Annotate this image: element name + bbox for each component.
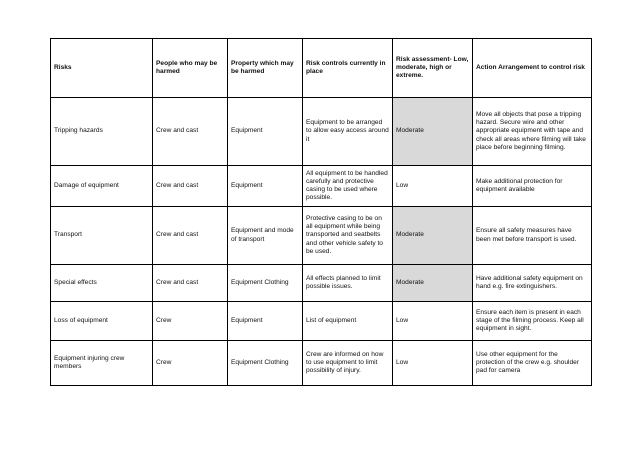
cell-risk: Special effects bbox=[51, 265, 153, 302]
cell-risk: Loss of equipment bbox=[51, 302, 153, 341]
table-header-row bbox=[51, 39, 592, 98]
header-property-harmed: Property which may be harmed bbox=[228, 39, 303, 98]
cell-assessment: Moderate bbox=[393, 207, 473, 265]
cell-risk: Equipment injuring crew members bbox=[51, 341, 153, 386]
table-row bbox=[51, 341, 592, 386]
cell-property: Equipment bbox=[228, 302, 303, 341]
header-risks: Risks bbox=[51, 39, 153, 98]
cell-controls: Equipment to be arranged to allow easy access around it bbox=[303, 98, 393, 166]
cell-assessment: Moderate bbox=[393, 98, 473, 166]
cell-controls: Protective casing to be on all equipment while being transported and seatbelts and other vehicle safety to be used. bbox=[303, 207, 393, 265]
cell-risk: Damage of equipment bbox=[51, 166, 153, 207]
cell-action: Ensure all safety measures have been met before transport is used. bbox=[473, 207, 592, 265]
table-row bbox=[51, 265, 592, 302]
header-action-arrangement: Action Arrangement to control risk bbox=[473, 39, 592, 98]
cell-controls: All equipment to be handled carefully and protective casing to be used where possible. bbox=[303, 166, 393, 207]
cell-action: Ensure each item is present in each stage of the filming process. Keep all equipment in sight. bbox=[473, 302, 592, 341]
cell-risk: Tripping hazards bbox=[51, 98, 153, 166]
header-risk-assessment: Risk assessment- Low, moderate, high or extreme. bbox=[393, 39, 473, 98]
cell-people: Crew bbox=[153, 302, 228, 341]
cell-controls: All effects planned to limit possible issues. bbox=[303, 265, 393, 302]
cell-property: Equipment bbox=[228, 98, 303, 166]
cell-controls: List of equipment bbox=[303, 302, 393, 341]
cell-property: Equipment and mode of transport bbox=[228, 207, 303, 265]
cell-assessment: Moderate bbox=[393, 265, 473, 302]
cell-action: Use other equipment for the protection of the crew e.g. shoulder pad for camera bbox=[473, 341, 592, 386]
cell-assessment: Low bbox=[393, 302, 473, 341]
cell-action: Move all objects that pose a tripping hazard. Secure wire and other appropriate equipment with tape and check all areas where filming will take place before beginning filming. bbox=[473, 98, 592, 166]
cell-controls: Crew are informed on how to use equipment to limit possibility of injury. bbox=[303, 341, 393, 386]
cell-people: Crew and cast bbox=[153, 207, 228, 265]
table-row bbox=[51, 98, 592, 166]
cell-assessment: Low bbox=[393, 166, 473, 207]
cell-property: Equipment Clothing bbox=[228, 265, 303, 302]
cell-people: Crew and cast bbox=[153, 265, 228, 302]
table-row bbox=[51, 166, 592, 207]
cell-property: Equipment Clothing bbox=[228, 341, 303, 386]
header-risk-controls: Risk controls currently in place bbox=[303, 39, 393, 98]
cell-property: Equipment bbox=[228, 166, 303, 207]
cell-action: Make additional protection for equipment available bbox=[473, 166, 592, 207]
cell-assessment: Low bbox=[393, 341, 473, 386]
table-row bbox=[51, 302, 592, 341]
table-row bbox=[51, 207, 592, 265]
cell-risk: Transport bbox=[51, 207, 153, 265]
cell-people: Crew and cast bbox=[153, 98, 228, 166]
header-people-harmed: People who may be harmed bbox=[153, 39, 228, 98]
cell-people: Crew and cast bbox=[153, 166, 228, 207]
cell-people: Crew bbox=[153, 341, 228, 386]
risk-assessment-table bbox=[50, 38, 592, 386]
cell-action: Have additional safety equipment on hand e.g. fire extinguishers. bbox=[473, 265, 592, 302]
